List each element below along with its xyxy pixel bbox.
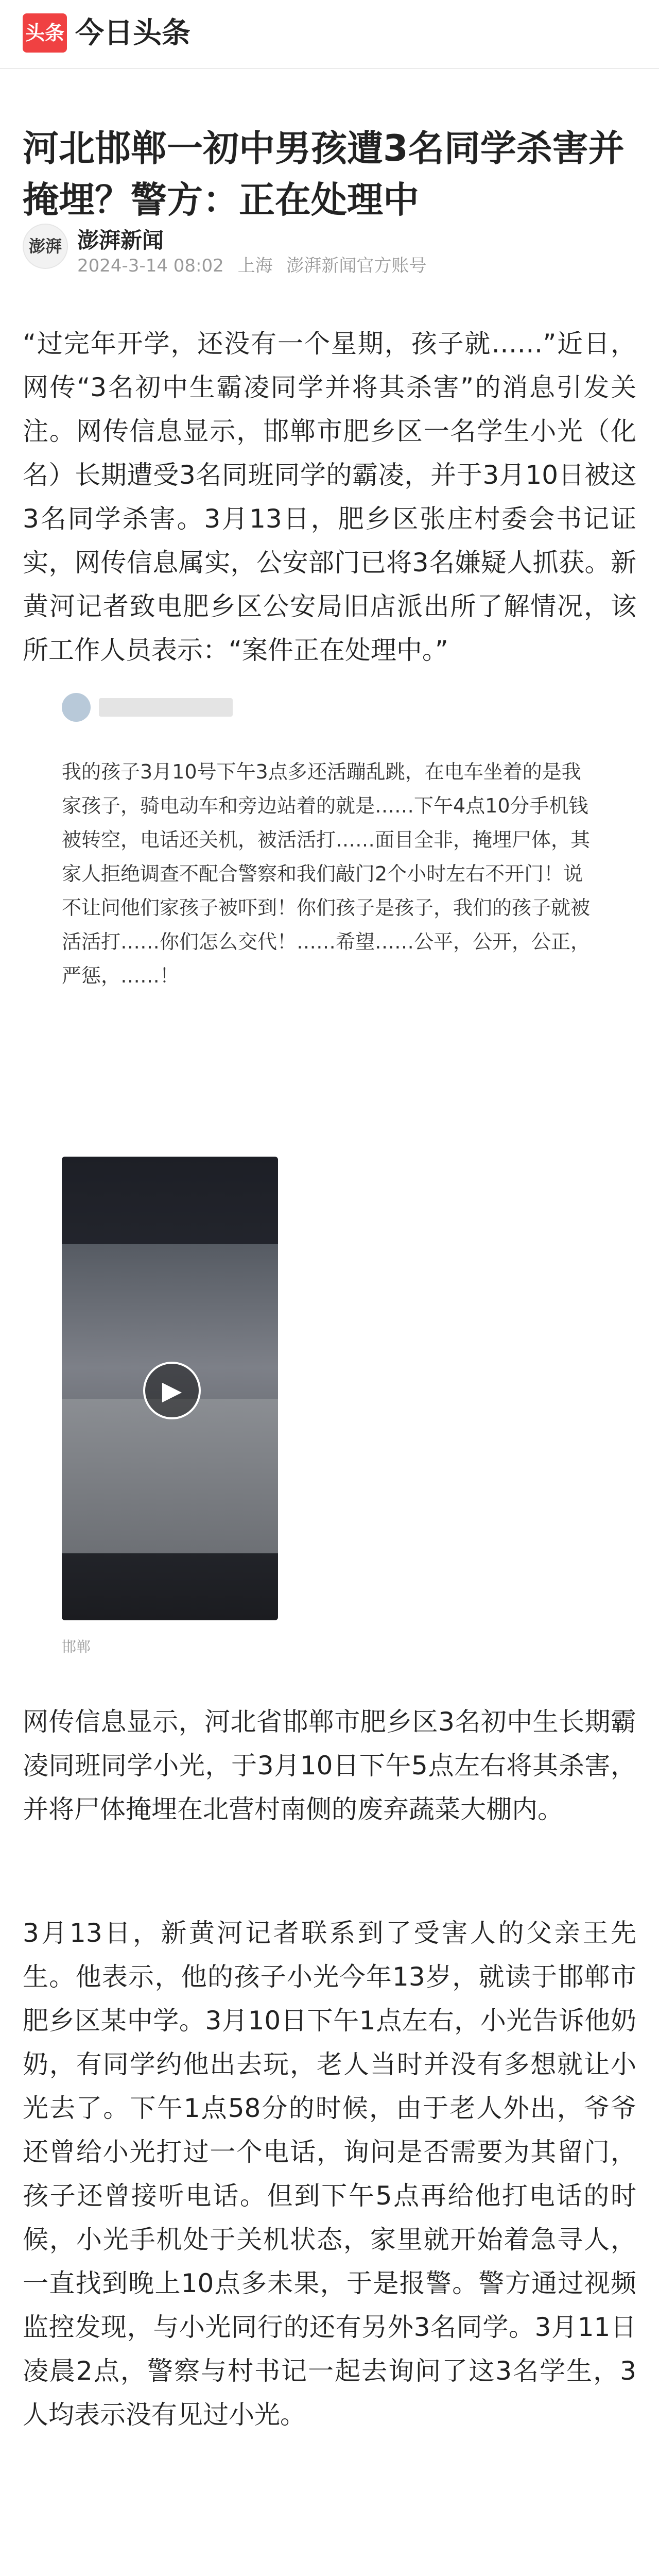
- toutiao-logo[interactable]: 头条: [23, 13, 67, 53]
- play-icon[interactable]: ▶: [143, 1362, 201, 1419]
- author-label: 澎湃新闻官方账号: [286, 256, 427, 276]
- embedded-post-text: 我的孩子3月10号下午3点多还活蹦乱跳，在电车坐着的是我家孩子，骑电动车和旁边站着的就是……下午4点10分手机钱被转空，电话还关机，被活活打……面目全非，掩埋尸体，其家人拒绝调查不配合警察和我们敲门2个小时左右不开门！说不让问他们家孩子被吓到！你们孩子是孩子，我们的孩子就被活活打……你们怎么交代！……希望……公平，公开，公正，严惩，……！: [62, 760, 591, 987]
- article-paragraph: [23, 2571, 636, 2576]
- article-paragraph: “过完年开学，还没有一个星期，孩子就……”近日，网传“3名初中生霸凌同学并将其杀害”的消息引发关注。网传信息显示，邯郸市肥乡区一名学生小光（化名）长期遭受3名同班同学的霸凌，并于3月10日被这3名同学杀害。3月13日，肥乡区张庄村委会书记证实，网传信息属实，公安部门已将3名嫌疑人抓获。新黄河记者致电肥乡区公安局旧店派出所了解情况，该所工作人员表示：“案件正在处理中。”: [23, 329, 636, 665]
- embedded-post-image[interactable]: [62, 693, 597, 1664]
- publish-date: 2024-3-14 08:02: [77, 256, 224, 276]
- embedded-source: 邯郸: [62, 1638, 91, 1655]
- article-paragraph: 网传信息显示，河北省邯郸市肥乡区3名初中生长期霸凌同班同学小光，于3月10日下午5点左右将其杀害，并将尸体掩埋在北营村南侧的废弃蔬菜大棚内。: [23, 1707, 636, 1824]
- user-avatar-icon: [62, 693, 91, 722]
- author-avatar[interactable]: 澎湃: [23, 224, 68, 269]
- user-name-placeholder: [99, 698, 233, 717]
- article-title: 河北邯郸一初中男孩遭3名同学杀害并掩埋？警方：正在处理中: [23, 127, 625, 221]
- road-scene: [62, 1399, 278, 1553]
- article-meta: [77, 251, 435, 277]
- article-paragraph: 3月13日，新黄河记者联系到了受害人的父亲王先生。他表示，他的孩子小光今年13岁，就读于邯郸市肥乡区某中学。3月10日下午1点左右，小光告诉他奶奶，有同学约他出去玩，老人当时并没有多想就让小光去了。下午1点58分的时候，由于老人外出，爷爷还曾给小光打过一个电话，询问是否需要为其留门，孩子还曾接听电话。但到下午5点再给他打电话的时候，小光手机处于关机状态，家里就开始着急寻人，一直找到晚上10点多未果，于是报警。警方通过视频监控发现，与小光同行的还有另外3名同学。3月11日凌晨2点，警察与村书记一起去询问了这3名学生，3人均表示没有见过小光。: [23, 1918, 636, 2430]
- publish-location: 上海: [237, 256, 273, 276]
- app-name[interactable]: 今日头条: [75, 16, 190, 50]
- author-name[interactable]: 澎湃新闻: [77, 228, 164, 253]
- video-thumbnail[interactable]: [62, 1157, 278, 1620]
- app-header: [0, 0, 659, 69]
